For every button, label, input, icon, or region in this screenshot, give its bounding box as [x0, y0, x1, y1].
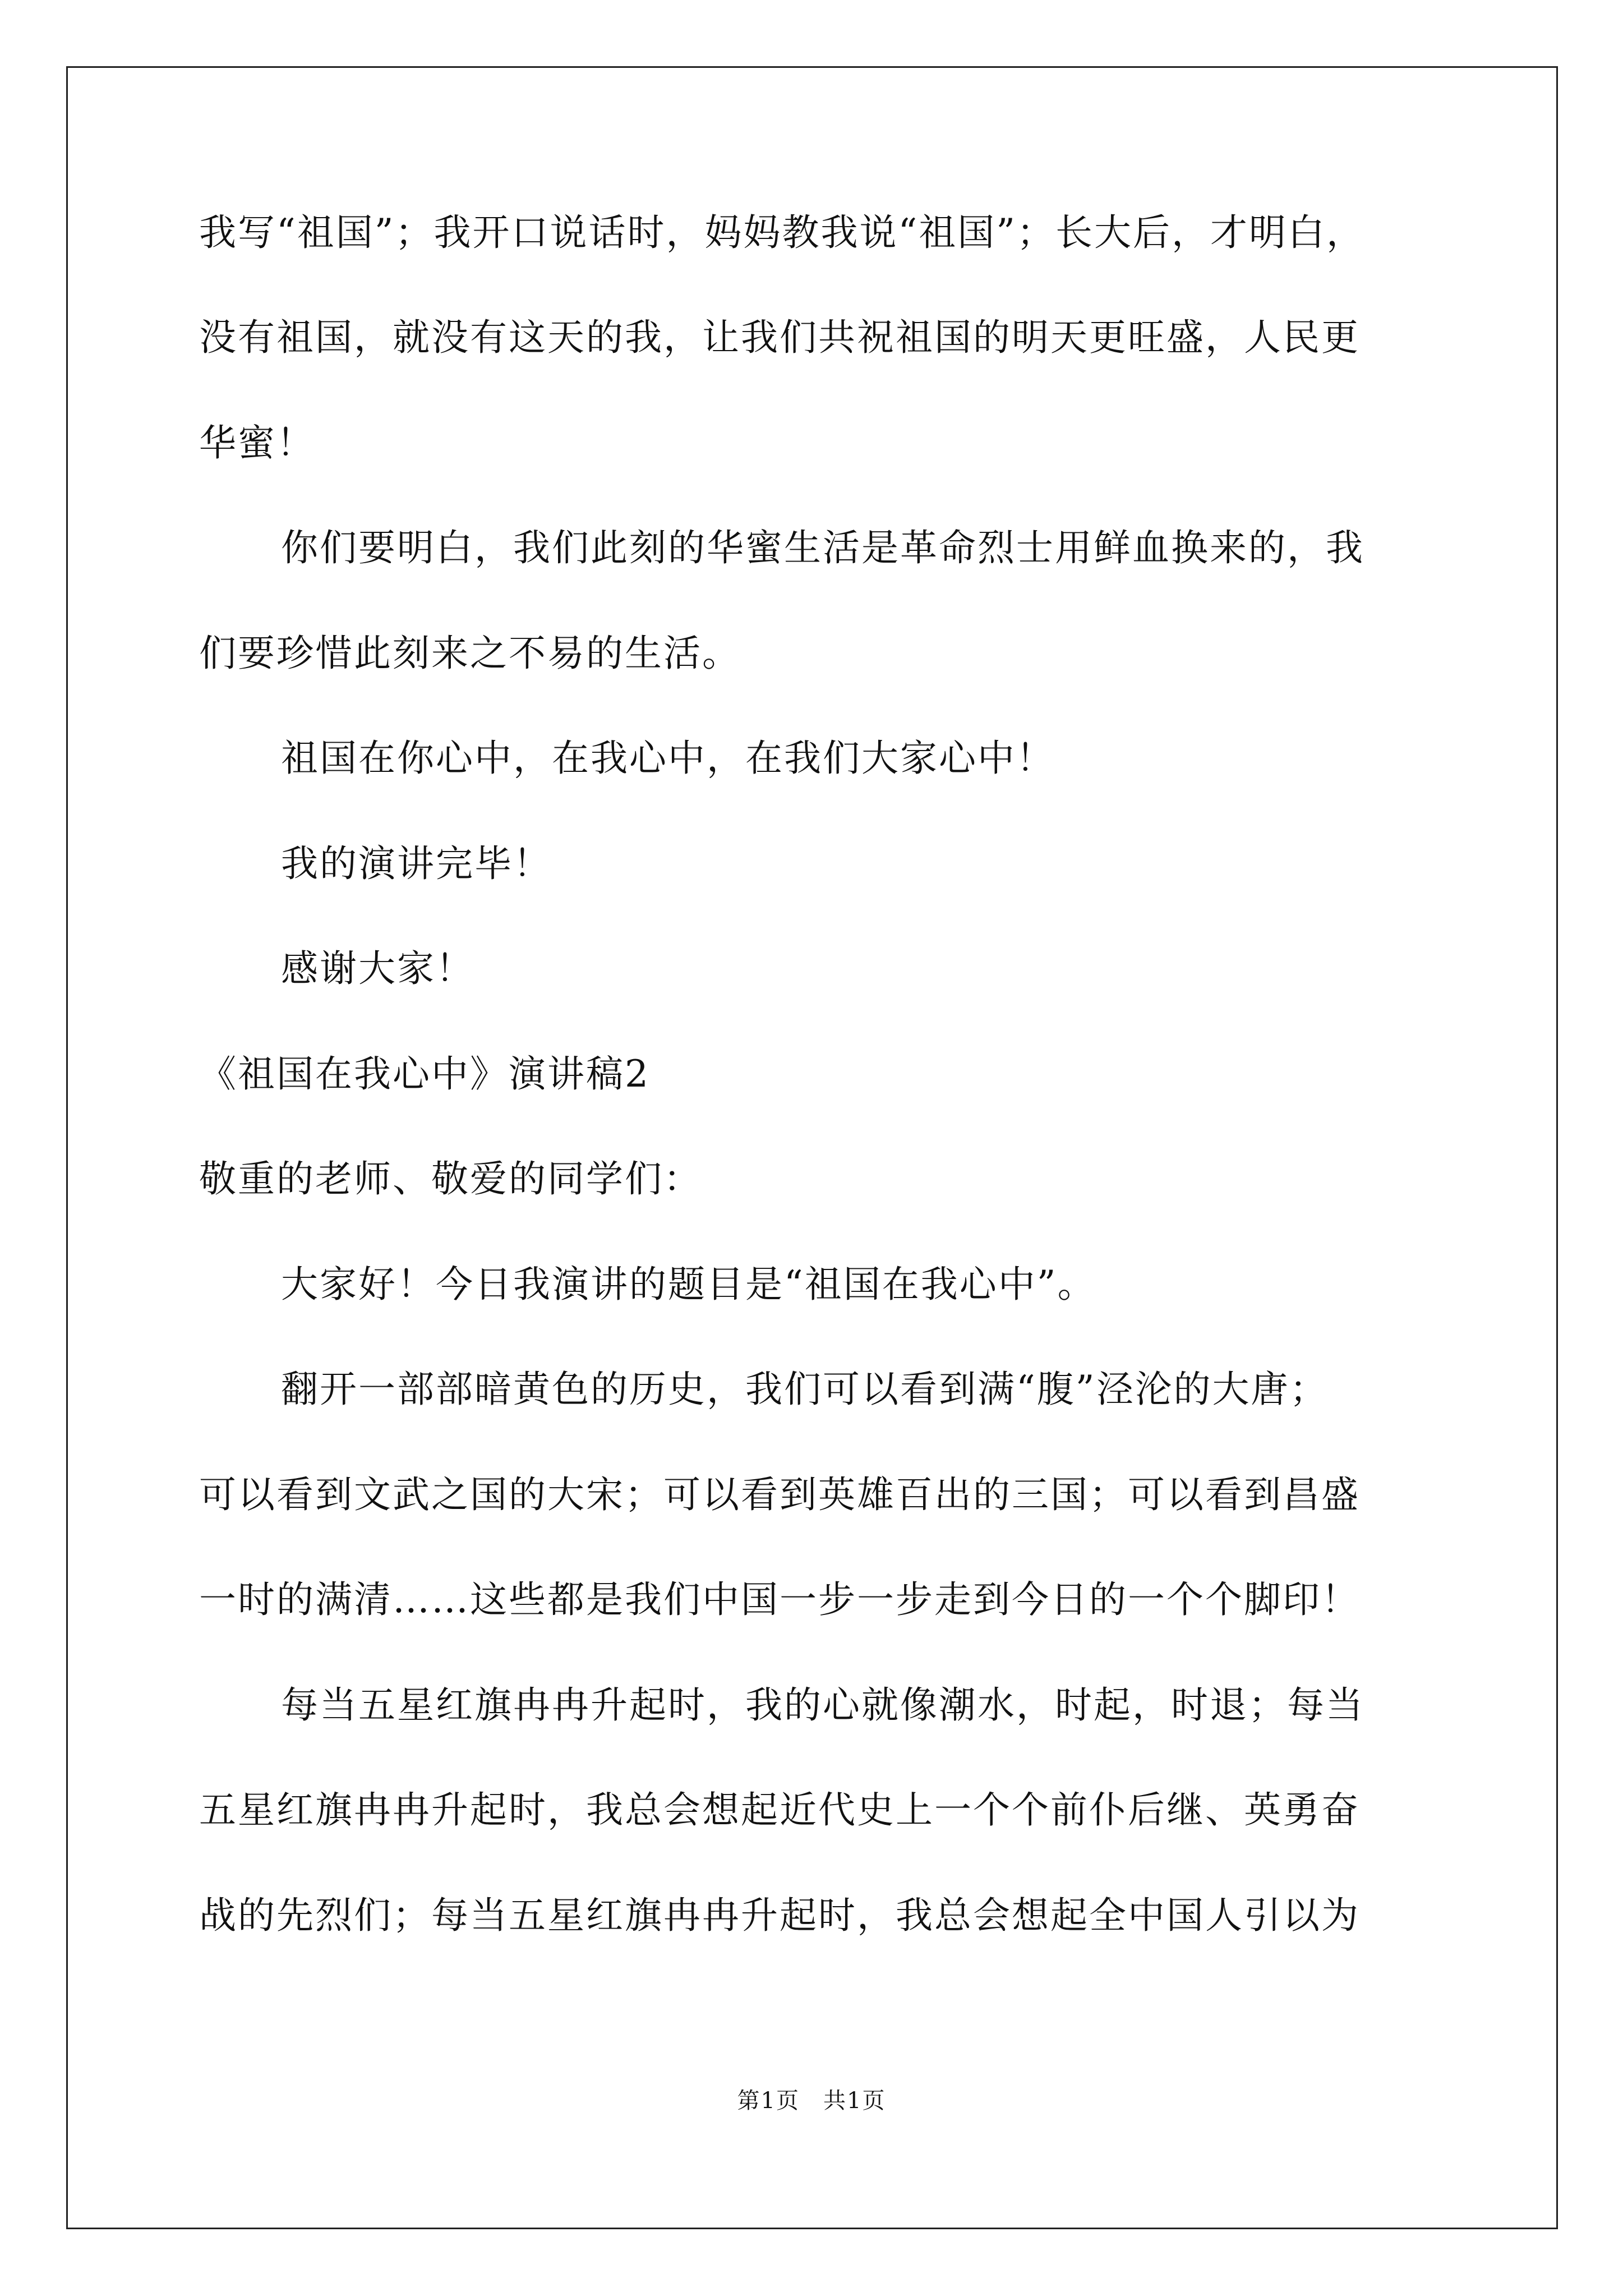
text-line: 一时的满清……这些都是我们中国一步一步走到今日的一个个脚印！: [199, 1578, 1360, 1621]
paragraph-start: 大家好！今日我演讲的题目是“祖国在我心中”。: [281, 1263, 1096, 1306]
text-line: 没有祖国，就没有这天的我，让我们共祝祖国的明天更旺盛，人民更: [199, 316, 1360, 359]
paragraph-start: 祖国在你心中，在我心中，在我们大家心中！: [281, 737, 1055, 780]
paragraph-start: 你们要明白，我们此刻的华蜜生活是革命烈士用鲜血换来的，我: [281, 526, 1364, 569]
text-line: 五星红旗冉冉升起时，我总会想起近代史上一个个前仆后继、英勇奋: [199, 1788, 1360, 1832]
paragraph-start: 每当五星红旗冉冉升起时，我的心就像潮水，时起，时退；每当: [281, 1683, 1364, 1727]
salutation: 敬重的老师、敬爱的同学们：: [199, 1157, 702, 1200]
text-line: 可以看到文武之国的大宋；可以看到英雄百出的三国；可以看到昌盛: [199, 1473, 1360, 1516]
paragraph-start: 感谢大家！: [281, 947, 474, 990]
text-line: 华蜜！: [199, 421, 315, 464]
text-line: 们要珍惜此刻来之不易的生活。: [199, 632, 741, 675]
paragraph-start: 翻开一部部暗黄色的历史，我们可以看到满“腹”泾沦的大唐；: [281, 1368, 1329, 1411]
section-title: 《祖国在我心中》演讲稿2: [199, 1052, 650, 1096]
text-line: 战的先烈们；每当五星红旗冉冉升起时，我总会想起全中国人引以为: [199, 1894, 1360, 1937]
text-line: 我写“祖国”；我开口说话时，妈妈教我说“祖国”；长大后，才明白，: [199, 211, 1365, 254]
paragraph-start: 我的演讲完毕！: [281, 842, 552, 885]
page-footer: 第1页 共1页: [737, 2088, 886, 2114]
